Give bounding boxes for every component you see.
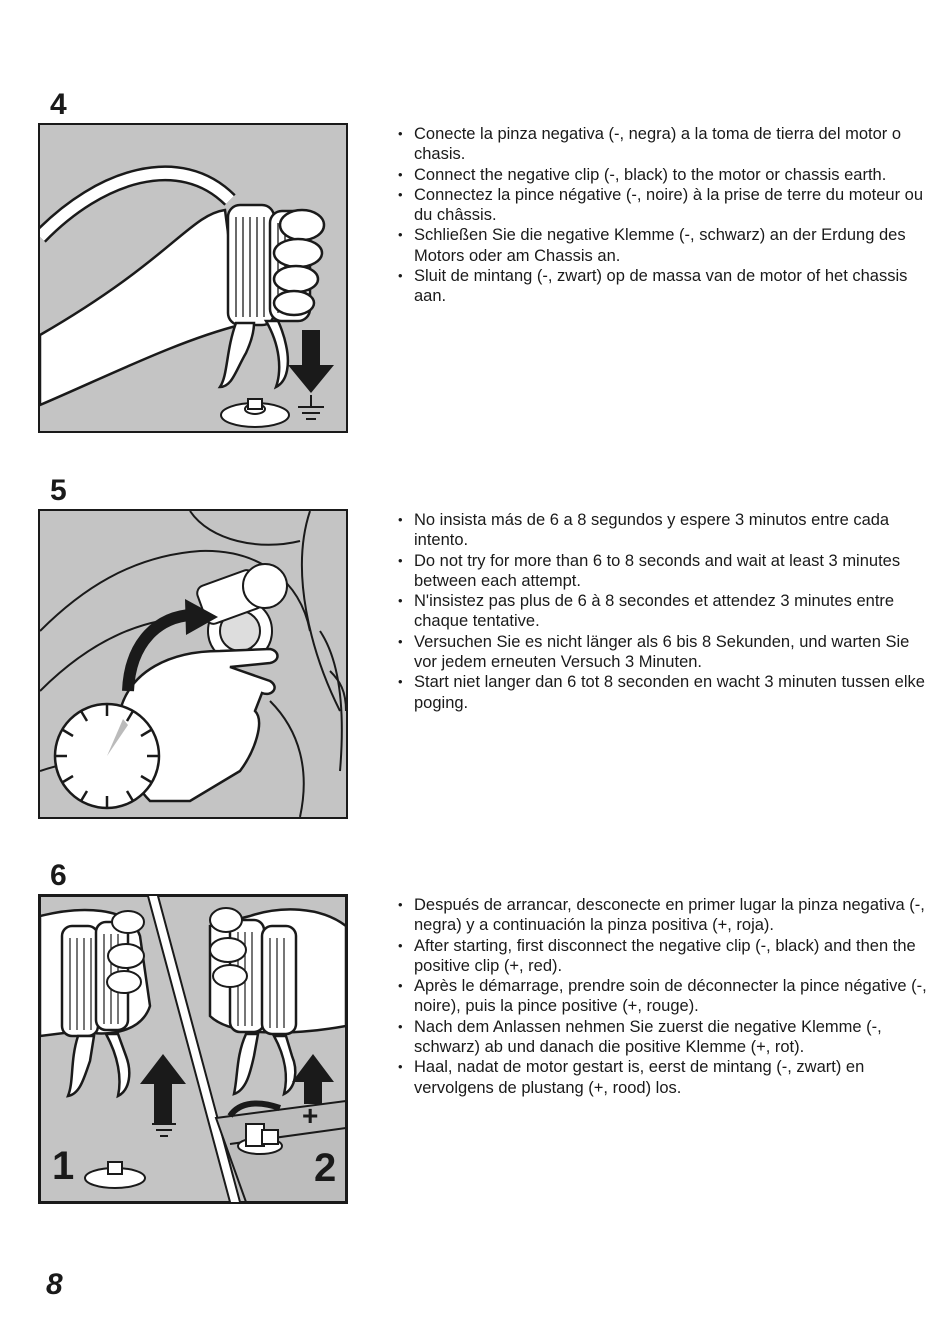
- instruction-nl: • Haal, nadat de motor gestart is, eerst de mintang (-, zwart) en vervolgens de plustang (+, rood) los.: [398, 1057, 928, 1098]
- instruction-nl: • Sluit de mintang (-, zwart) op de massa van de motor of het chassis aan.: [398, 266, 928, 307]
- illustration-step-4: [38, 123, 348, 433]
- ignition-key-illustration: [40, 511, 346, 817]
- instruction-es: • Conecte la pinza negativa (-, negra) a la toma de tierra del motor o chasis.: [398, 124, 928, 165]
- plus-sign: +: [302, 1100, 319, 1131]
- instruction-fr: • Après le démarrage, prendre soin de déconnecter la pince négative (-, noire), puis la pince positive (+, rouge).: [398, 976, 928, 1017]
- illustration-step-5: [38, 509, 348, 819]
- disconnect-clips-illustration: [40, 896, 346, 1202]
- step-number-6: 6: [50, 859, 67, 892]
- step-4-instructions: [398, 124, 928, 307]
- step-6-instructions: [398, 895, 928, 1098]
- step-5-instructions: [398, 510, 928, 713]
- instruction-de: • Schließen Sie die negative Klemme (-, schwarz) an der Erdung des Motors oder am Chassis an.: [398, 225, 928, 266]
- instruction-es: • Después de arrancar, desconecte en primer lugar la pinza negativa (-, negra) y a continuación la pinza positiva (+, roja).: [398, 895, 928, 936]
- page-number: 8: [46, 1268, 63, 1301]
- instruction-es: • No insista más de 6 a 8 segundos y espere 3 minutos entre cada intento.: [398, 510, 928, 551]
- instruction-nl: • Start niet langer dan 6 tot 8 seconden en wacht 3 minuten tussen elke poging.: [398, 672, 928, 713]
- hand-attaching-clip-illustration: [40, 125, 346, 431]
- instruction-en: • Connect the negative clip (-, black) to the motor or chassis earth.: [398, 165, 928, 185]
- instruction-en: • After starting, first disconnect the negative clip (-, black) and then the positive clip (+, red).: [398, 936, 928, 977]
- instruction-en: • Do not try for more than 6 to 8 seconds and wait at least 3 minutes between each attempt.: [398, 551, 928, 592]
- sub-step-label-1: 1: [52, 1144, 75, 1188]
- instruction-fr: • Connectez la pince négative (-, noire) à la prise de terre du moteur ou du châssis.: [398, 185, 928, 226]
- sub-step-label-2: 2: [314, 1146, 337, 1190]
- illustration-step-6: [38, 894, 348, 1204]
- step-number-5: 5: [50, 474, 67, 507]
- instruction-de: • Versuchen Sie es nicht länger als 6 bis 8 Sekunden, und warten Sie vor jedem erneuten Versuch 3 Minuten.: [398, 632, 928, 673]
- instruction-fr: • N'insistez pas plus de 6 à 8 secondes et attendez 3 minutes entre chaque tentative.: [398, 591, 928, 632]
- step-number-4: 4: [50, 88, 67, 121]
- instruction-de: • Nach dem Anlassen nehmen Sie zuerst die negative Klemme (-, schwarz) ab und danach die positive Klemme (+, rot).: [398, 1017, 928, 1058]
